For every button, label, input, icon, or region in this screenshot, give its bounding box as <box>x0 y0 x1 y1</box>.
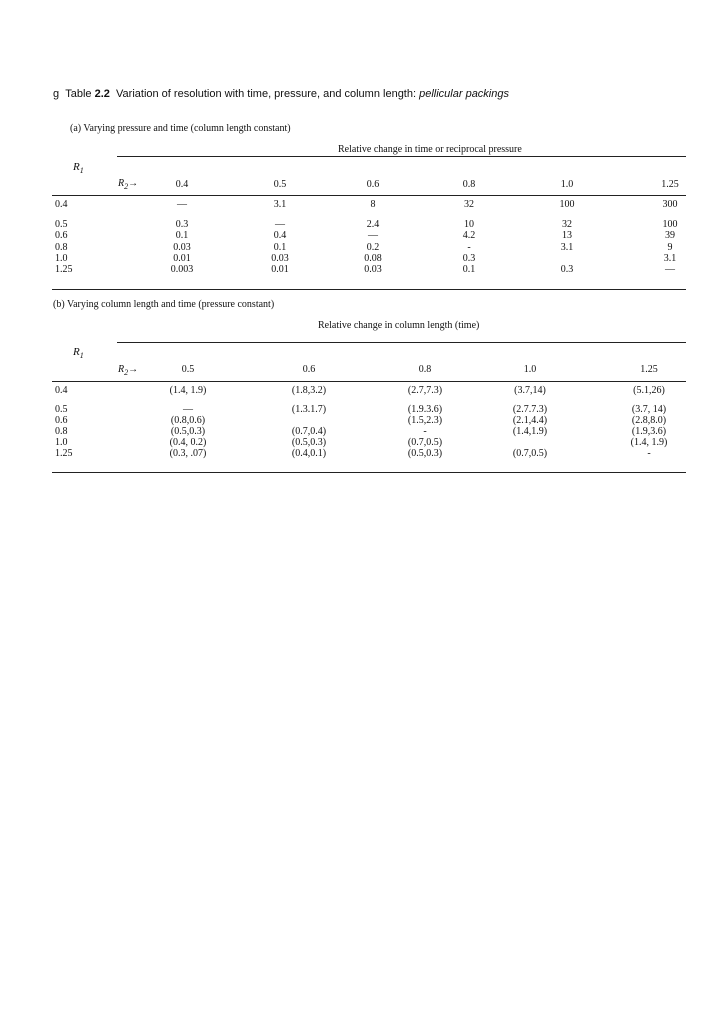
part-b-header-rule <box>52 381 686 382</box>
table-cell: 39 <box>665 230 675 241</box>
table-cell: (0.4, 0.2) <box>169 437 207 448</box>
part-a-r1-header <box>73 161 84 175</box>
part-a-r2-header <box>118 178 138 191</box>
part-b-r1-letter: R <box>73 346 80 358</box>
row-label: 0.8 <box>55 426 68 437</box>
table-cell: 0.003 <box>170 264 194 275</box>
row-label: 0.6 <box>55 415 68 426</box>
row-label: 1.25 <box>55 264 73 275</box>
table-cell: (3.7, 14) <box>631 404 667 415</box>
table-cell: (0.5,0.3) <box>170 426 206 437</box>
column-header: 0.8 <box>418 364 432 375</box>
table-cell: 32 <box>562 219 572 230</box>
table-cell: (2.8,8.0) <box>631 415 667 426</box>
table-cell: — <box>177 199 187 210</box>
table-cell: 0.03 <box>364 264 382 275</box>
table-cell: — <box>665 264 675 275</box>
row-label: 0.4 <box>55 385 68 396</box>
row-label: 0.5 <box>55 404 68 415</box>
table-cell: 32 <box>464 199 474 210</box>
part-b-spanner-rule <box>117 342 686 343</box>
column-header: 0.5 <box>181 364 195 375</box>
table-cell: 0.1 <box>462 264 476 275</box>
part-a-spanner-rule <box>117 156 686 157</box>
table-cell: 100 <box>559 199 575 210</box>
table-cell: - <box>423 426 427 437</box>
arrow-right-icon: → <box>128 364 139 375</box>
table-cell: 300 <box>662 199 678 210</box>
table-cell: 0.2 <box>366 242 380 253</box>
table-cell: (1.4, 1.9) <box>169 385 207 396</box>
table-cell: (1.9,3.6) <box>631 426 667 437</box>
caption-number: 2.2 <box>94 88 110 100</box>
table-cell: 3.1 <box>663 253 677 264</box>
column-header: 0.6 <box>302 364 316 375</box>
part-a-bottom-rule <box>52 289 686 290</box>
table-cell: (1.4, 1.9) <box>630 437 668 448</box>
table-cell: 100 <box>662 219 678 230</box>
table-cell: 0.1 <box>273 242 287 253</box>
table-cell: 0.03 <box>173 242 191 253</box>
table-cell: 3.1 <box>273 199 287 210</box>
table-cell: (1.3.1.7) <box>291 404 327 415</box>
row-label: 1.0 <box>55 437 68 448</box>
table-cell: — <box>368 230 378 241</box>
table-cell: (1.9.3.6) <box>407 404 443 415</box>
table-cell: 0.01 <box>271 264 289 275</box>
part-b-title: (b) Varying column length and time (pressure constant) <box>53 299 275 310</box>
row-label: 0.4 <box>55 199 68 210</box>
row-label: 1.25 <box>55 448 73 459</box>
part-b-spanner: Relative change in column length (time) <box>318 320 480 331</box>
row-label: 1.0 <box>55 253 68 264</box>
row-label: 0.6 <box>55 230 68 241</box>
part-b-r1-header <box>73 346 84 360</box>
part-a-title: (a) Varying pressure and time (column length constant) <box>70 123 291 134</box>
table-cell: (1.5,2.3) <box>407 415 443 426</box>
table-cell: 8 <box>370 199 376 210</box>
table-cell: (0.4,0.1) <box>291 448 327 459</box>
table-cell: - <box>647 448 651 459</box>
table-cell: 0.3 <box>175 219 189 230</box>
table-cell: (0.8,0.6) <box>170 415 206 426</box>
table-cell: 2.4 <box>366 219 380 230</box>
table-cell: (2.7.7.3) <box>512 404 548 415</box>
table-cell: 9 <box>667 242 673 253</box>
table-cell: 0.1 <box>175 230 189 241</box>
table-cell: (2.1,4.4) <box>512 415 548 426</box>
table-cell: (0.5,0.3) <box>291 437 327 448</box>
part-a-r2-sub: 2 <box>124 182 129 191</box>
column-header: 0.8 <box>462 179 476 190</box>
column-header: 1.25 <box>640 364 658 375</box>
table-cell: 3.1 <box>560 242 574 253</box>
caption-text: Variation of resolution with time, pressure, and column length: <box>116 88 420 100</box>
table-cell: 0.01 <box>173 253 191 264</box>
table-cell: (0.5,0.3) <box>407 448 443 459</box>
part-b-r1-sub: 1 <box>79 351 84 361</box>
part-a-r1-letter: R <box>73 161 80 173</box>
table-cell: 0.3 <box>560 264 574 275</box>
table-cell: - <box>467 242 471 253</box>
table-cell: — <box>275 219 285 230</box>
table-cell: — <box>183 404 193 415</box>
column-header: 1.25 <box>661 179 679 190</box>
part-a-spanner: Relative change in time or reciprocal pressure <box>338 144 522 155</box>
part-b-r2-header <box>118 364 138 377</box>
column-header: 0.5 <box>273 179 287 190</box>
table-cell: (0.3, .07) <box>169 448 207 459</box>
part-a-r1-sub: 1 <box>79 166 84 176</box>
table-cell: 0.3 <box>462 253 476 264</box>
column-header: 1.0 <box>523 364 537 375</box>
table-caption <box>53 88 509 100</box>
table-cell: 13 <box>562 230 572 241</box>
part-a-header-rule <box>52 195 686 196</box>
caption-italic: pellicular packings <box>419 88 509 100</box>
row-label: 0.8 <box>55 242 68 253</box>
table-cell: (2.7,7.3) <box>407 385 443 396</box>
table-cell: (1.8,3.2) <box>291 385 327 396</box>
column-header: 0.4 <box>175 179 189 190</box>
table-cell: 0.03 <box>271 253 289 264</box>
part-b-r2-sub: 2 <box>124 368 129 377</box>
arrow-right-icon: → <box>128 178 139 189</box>
table-cell: (0.7,0.5) <box>512 448 548 459</box>
part-b-bottom-rule <box>52 472 686 473</box>
table-cell: (1.4,1.9) <box>512 426 548 437</box>
caption-label: Table <box>65 88 95 100</box>
column-header: 1.0 <box>560 179 574 190</box>
column-header: 0.6 <box>366 179 380 190</box>
table-cell: 0.4 <box>273 230 287 241</box>
table-cell: (5.1,26) <box>633 385 665 396</box>
part-b-r2-letter: R <box>118 364 125 375</box>
table-cell: 10 <box>464 219 474 230</box>
table-cell: (0.7,0.4) <box>291 426 327 437</box>
table-cell: (3.7,14) <box>514 385 546 396</box>
table-cell: (0.7,0.5) <box>407 437 443 448</box>
row-label: 0.5 <box>55 219 68 230</box>
part-a-r2-letter: R <box>118 178 125 189</box>
caption-prefix: g <box>53 88 60 100</box>
table-cell: 0.08 <box>364 253 382 264</box>
table-cell: 4.2 <box>462 230 476 241</box>
